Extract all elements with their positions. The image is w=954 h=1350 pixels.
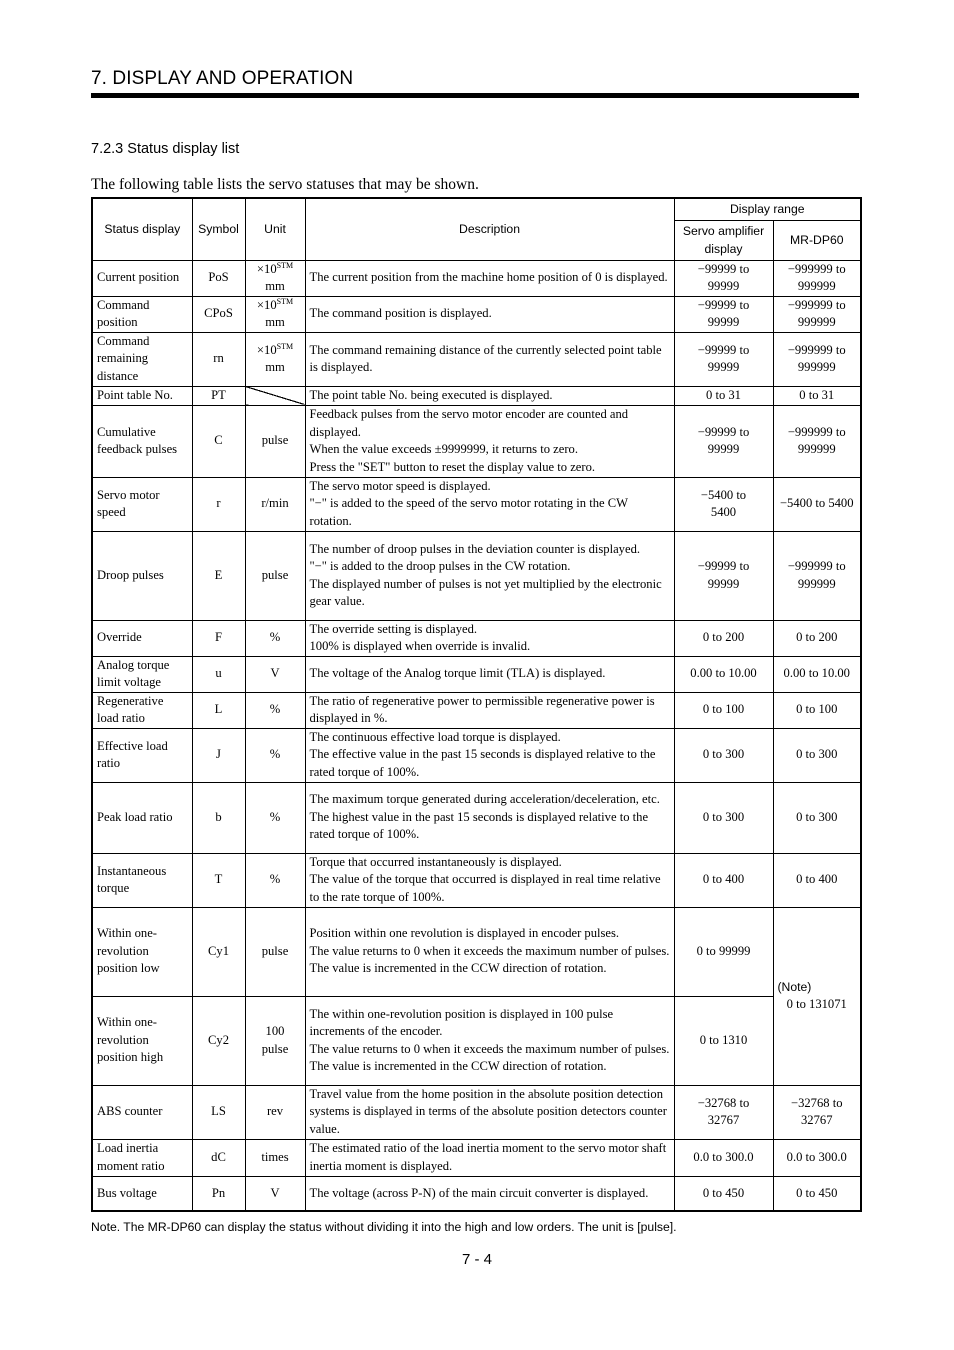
unit: pulse bbox=[261, 943, 289, 958]
status-name-cell bbox=[92, 296, 192, 332]
symbol-cell bbox=[192, 907, 245, 996]
mr-dp60-range: 0 to 300 bbox=[796, 809, 838, 824]
description-cell bbox=[305, 296, 674, 332]
status-name: Load inertia moment ratio bbox=[97, 1141, 165, 1173]
table-row bbox=[92, 996, 861, 1085]
servo-range-cell bbox=[674, 1176, 773, 1211]
status-name: Current position bbox=[97, 270, 180, 285]
servo-range-cell bbox=[674, 405, 773, 477]
unit-cell bbox=[245, 853, 305, 907]
header-symbol: Symbol bbox=[192, 198, 245, 260]
unit: r/min bbox=[261, 496, 289, 511]
unit: pulse bbox=[261, 567, 289, 582]
description-line: The value is incremented in the CCW direction of rotation. bbox=[309, 1059, 607, 1073]
servo-range-cell bbox=[674, 620, 773, 656]
status-name: Analog torque limit voltage bbox=[97, 657, 170, 689]
servo-range-cell bbox=[674, 386, 773, 405]
unit-cell bbox=[245, 907, 305, 996]
header-servo-amplifier-display: Servo amplifier display bbox=[674, 220, 773, 260]
servo-amplifier-range: 0.00 to 10.00 bbox=[690, 666, 757, 681]
status-name-cell bbox=[92, 1085, 192, 1139]
mr-dp60-range: −999999 to 999999 bbox=[787, 559, 846, 591]
status-name: Droop pulses bbox=[97, 567, 164, 582]
servo-amplifier-range: 0.0 to 300.0 bbox=[693, 1149, 754, 1164]
mr-dp60-range: 0 to 131071 bbox=[786, 997, 847, 1011]
symbol-cell bbox=[192, 728, 245, 782]
description-line: "−" is added to the speed of the servo motor rotating in the CW rotation. bbox=[309, 496, 628, 528]
unit-suffix: mm bbox=[265, 279, 285, 293]
servo-amplifier-range: −5400 to 5400 bbox=[700, 487, 747, 519]
symbol-cell bbox=[192, 477, 245, 531]
symbol: F bbox=[214, 630, 222, 645]
table-row bbox=[92, 1176, 861, 1211]
servo-amplifier-range: 0 to 200 bbox=[702, 630, 745, 645]
table-row bbox=[92, 656, 861, 692]
symbol: J bbox=[216, 747, 221, 762]
servo-amplifier-range: 0 to 100 bbox=[702, 702, 745, 717]
description-cell bbox=[305, 1176, 674, 1211]
status-name-cell bbox=[92, 692, 192, 728]
status-name: Servo motor speed bbox=[97, 487, 160, 519]
mr-dp60-range-cell bbox=[773, 260, 861, 296]
unit-cell bbox=[245, 531, 305, 620]
unit-superscript: STM bbox=[276, 260, 294, 270]
mr-dp60-range: −999999 to 999999 bbox=[787, 342, 846, 374]
table-row bbox=[92, 728, 861, 782]
description-line: The within one-revolution position is displayed in 100 pulse increments of the encoder. bbox=[309, 1006, 614, 1038]
mr-dp60-range-cell bbox=[773, 728, 861, 782]
mr-dp60-range-cell bbox=[773, 296, 861, 332]
status-name: Effective load ratio bbox=[97, 738, 168, 770]
page-header-title: 7. DISPLAY AND OPERATION bbox=[91, 68, 354, 89]
unit-superscript: STM bbox=[276, 296, 294, 306]
servo-range-cell bbox=[674, 907, 773, 996]
unit-cell bbox=[245, 1176, 305, 1211]
symbol-cell bbox=[192, 1085, 245, 1139]
status-name-cell bbox=[92, 782, 192, 853]
status-display-table bbox=[91, 197, 862, 1212]
description-line: The value of the torque that occurred is displayed in real time relative to the rate torque of 100%. bbox=[309, 872, 661, 904]
header-rule bbox=[91, 93, 859, 98]
servo-amplifier-range: 0 to 99999 bbox=[696, 943, 751, 958]
mr-dp60-range: 0 to 450 bbox=[796, 1185, 838, 1200]
description-cell bbox=[305, 620, 674, 656]
status-name-cell bbox=[92, 996, 192, 1085]
mr-dp60-range: 0.0 to 300.0 bbox=[786, 1149, 847, 1164]
mr-dp60-range: 0 to 400 bbox=[796, 872, 838, 887]
mr-dp60-range-cell bbox=[773, 405, 861, 477]
mr-dp60-range-cell bbox=[773, 332, 861, 386]
unit-cell bbox=[245, 782, 305, 853]
description: The command remaining distance of the currently selected point table is displayed. bbox=[309, 342, 662, 374]
table-row bbox=[92, 405, 861, 477]
unit-suffix: mm bbox=[265, 360, 285, 374]
mr-dp60-range: 0 to 200 bbox=[796, 630, 838, 645]
symbol-cell bbox=[192, 656, 245, 692]
table-row bbox=[92, 477, 861, 531]
status-name-cell bbox=[92, 1139, 192, 1176]
description: The point table No. being executed is displayed. bbox=[309, 387, 553, 402]
table-row bbox=[92, 531, 861, 620]
servo-range-cell bbox=[674, 296, 773, 332]
mr-dp60-range-cell bbox=[773, 386, 861, 405]
description-line: The value is incremented in the CCW direction of rotation. bbox=[309, 961, 607, 976]
symbol-cell bbox=[192, 692, 245, 728]
symbol-cell bbox=[192, 260, 245, 296]
status-name-cell bbox=[92, 656, 192, 692]
unit-prefix: ×10 bbox=[256, 342, 277, 357]
table-row bbox=[92, 296, 861, 332]
mr-dp60-range-cell bbox=[773, 656, 861, 692]
status-name-cell bbox=[92, 477, 192, 531]
mr-dp60-range: 0.00 to 10.00 bbox=[783, 666, 850, 681]
mr-dp60-range-cell bbox=[773, 620, 861, 656]
servo-range-cell bbox=[674, 996, 773, 1085]
unit-cell bbox=[245, 1139, 305, 1176]
description: The current position from the machine home position of 0 is displayed. bbox=[309, 270, 668, 285]
status-name-cell bbox=[92, 1176, 192, 1211]
symbol: Pn bbox=[211, 1185, 226, 1200]
table-row bbox=[92, 332, 861, 386]
description: The estimated ratio of the load inertia moment to the servo motor shaft inertia moment is displayed. bbox=[309, 1141, 667, 1173]
mr-dp60-range-cell bbox=[773, 531, 861, 620]
servo-amplifier-range: 0 to 1310 bbox=[699, 1032, 748, 1047]
symbol-cell bbox=[192, 531, 245, 620]
unit: times bbox=[261, 1149, 289, 1164]
unit-prefix: ×10 bbox=[256, 261, 277, 276]
symbol-cell bbox=[192, 996, 245, 1085]
symbol: T bbox=[214, 872, 223, 887]
status-name: ABS counter bbox=[97, 1104, 163, 1119]
section-title: 7.2.3 Status display list bbox=[91, 141, 240, 157]
description-cell bbox=[305, 332, 674, 386]
symbol-cell bbox=[192, 1139, 245, 1176]
mr-dp60-range: 0 to 31 bbox=[799, 387, 835, 402]
mr-dp60-range: 0 to 300 bbox=[796, 747, 838, 762]
servo-range-cell bbox=[674, 332, 773, 386]
status-name-cell bbox=[92, 531, 192, 620]
note-label: (Note) bbox=[777, 979, 812, 994]
mr-dp60-range-cell bbox=[773, 477, 861, 531]
header-mr-dp60: MR-DP60 bbox=[773, 220, 861, 260]
status-name: Instantaneous torque bbox=[97, 863, 167, 895]
description-line: The highest value in the past 15 seconds is displayed relative to the rated torque of 100%. bbox=[309, 809, 649, 842]
symbol: PT bbox=[211, 387, 226, 402]
unit: 100 pulse bbox=[261, 1024, 289, 1056]
servo-amplifier-range: −99999 to 99999 bbox=[697, 297, 750, 329]
unit-cell bbox=[245, 620, 305, 656]
status-name-cell bbox=[92, 260, 192, 296]
status-name: Within one-revolution position high bbox=[97, 1015, 164, 1065]
description-line: The value returns to 0 when it exceeds the maximum number of pulses. bbox=[309, 943, 670, 958]
description: Travel value from the home position in the absolute position detection systems is displayed in terms of the absolute position detectors counter value. bbox=[309, 1086, 667, 1136]
unit: % bbox=[269, 747, 281, 762]
servo-amplifier-range: 0 to 300 bbox=[702, 747, 745, 762]
servo-amplifier-range: −99999 to 99999 bbox=[697, 559, 750, 591]
description-cell bbox=[305, 477, 674, 531]
symbol-cell bbox=[192, 620, 245, 656]
description-line: The continuous effective load torque is displayed. bbox=[309, 729, 561, 744]
status-name: Command remaining distance bbox=[97, 333, 150, 383]
description-cell bbox=[305, 853, 674, 907]
symbol: PoS bbox=[208, 270, 229, 285]
unit-cell bbox=[245, 728, 305, 782]
description-cell bbox=[305, 405, 674, 477]
description-line: The effective value in the past 15 seconds is displayed relative to the rated torque of 100%. bbox=[309, 747, 656, 779]
description-cell bbox=[305, 907, 674, 996]
symbol: C bbox=[214, 433, 223, 448]
description-line: "−" is added to the droop pulses in the CW rotation. bbox=[309, 559, 571, 573]
status-name-cell bbox=[92, 405, 192, 477]
servo-range-cell bbox=[674, 853, 773, 907]
description-line: The override setting is displayed. bbox=[309, 621, 478, 636]
description-cell bbox=[305, 692, 674, 728]
table-row bbox=[92, 1139, 861, 1176]
table-row bbox=[92, 782, 861, 853]
symbol-cell bbox=[192, 332, 245, 386]
symbol-cell bbox=[192, 1176, 245, 1211]
servo-range-cell bbox=[674, 260, 773, 296]
mr-dp60-range-cell bbox=[773, 1085, 861, 1139]
symbol-cell bbox=[192, 296, 245, 332]
servo-range-cell bbox=[674, 477, 773, 531]
mr-dp60-range-cell bbox=[773, 1139, 861, 1176]
unit-suffix: mm bbox=[265, 315, 285, 329]
symbol: r bbox=[216, 496, 221, 511]
mr-dp60-range-cell bbox=[773, 853, 861, 907]
symbol-cell bbox=[192, 782, 245, 853]
status-name-cell bbox=[92, 620, 192, 656]
mr-dp60-range-cell bbox=[773, 1176, 861, 1211]
servo-amplifier-range: −32768 to 32767 bbox=[697, 1095, 750, 1127]
unit: V bbox=[270, 666, 280, 681]
servo-amplifier-range: 0 to 300 bbox=[702, 809, 745, 824]
symbol: CPoS bbox=[204, 306, 233, 321]
description: The voltage of the Analog torque limit (TLA) is displayed. bbox=[309, 666, 606, 681]
description-line: 100% is displayed when override is invalid. bbox=[309, 639, 531, 653]
description-line: The displayed number of pulses is not yet multiplied by the electronic gear value. bbox=[309, 576, 662, 608]
header-description: Description bbox=[305, 198, 674, 260]
unit: pulse bbox=[261, 433, 289, 448]
servo-amplifier-range: 0 to 400 bbox=[702, 872, 745, 887]
status-name: Command position bbox=[97, 297, 150, 329]
table-row bbox=[92, 1085, 861, 1139]
servo-range-cell bbox=[674, 531, 773, 620]
status-name: Bus voltage bbox=[97, 1185, 157, 1200]
description-cell bbox=[305, 728, 674, 782]
description: The ratio of regenerative power to permissible regenerative power is displayed in %. bbox=[309, 693, 655, 725]
symbol: LS bbox=[211, 1104, 226, 1119]
mr-dp60-range: −999999 to 999999 bbox=[787, 261, 846, 293]
table-row bbox=[92, 260, 861, 296]
status-name: Regenerative load ratio bbox=[97, 693, 164, 725]
status-name: Point table No. bbox=[97, 387, 173, 402]
unit: % bbox=[269, 630, 281, 645]
description-line: The maximum torque generated during acceleration/deceleration, etc. bbox=[309, 792, 660, 807]
description-cell bbox=[305, 531, 674, 620]
description: The voltage (across P-N) of the main circuit converter is displayed. bbox=[309, 1185, 649, 1200]
servo-amplifier-range: 0 to 450 bbox=[702, 1185, 745, 1200]
unit-cell bbox=[245, 692, 305, 728]
description-cell bbox=[305, 996, 674, 1085]
status-name: Within one-revolution position low bbox=[97, 926, 160, 976]
description-line: The value returns to 0 when it exceeds the maximum number of pulses. bbox=[309, 1041, 670, 1056]
symbol-cell bbox=[192, 853, 245, 907]
symbol: u bbox=[215, 666, 222, 681]
unit-cell bbox=[245, 296, 305, 332]
unit-prefix: ×10 bbox=[256, 297, 277, 312]
description-line: Torque that occurred instantaneously is displayed. bbox=[309, 854, 562, 869]
mr-dp60-range-cell bbox=[773, 692, 861, 728]
table-row bbox=[92, 692, 861, 728]
intro-text: The following table lists the servo statuses that may be shown. bbox=[91, 176, 479, 193]
unit: rev bbox=[266, 1104, 284, 1119]
status-name: Peak load ratio bbox=[97, 809, 173, 824]
header-unit: Unit bbox=[245, 198, 305, 260]
mr-dp60-range-cell bbox=[773, 782, 861, 853]
header-display-range: Display range bbox=[674, 198, 861, 220]
description-cell bbox=[305, 386, 674, 405]
symbol: E bbox=[214, 567, 223, 582]
servo-amplifier-range: 0 to 31 bbox=[706, 387, 741, 402]
unit: % bbox=[269, 702, 281, 717]
status-name-cell bbox=[92, 332, 192, 386]
symbol: Cy1 bbox=[208, 943, 229, 958]
unit-cell-empty bbox=[245, 386, 305, 405]
description-cell bbox=[305, 656, 674, 692]
symbol-cell bbox=[192, 405, 245, 477]
description-line: Position within one revolution is displayed in encoder pulses. bbox=[309, 926, 620, 941]
description-line: Press the "SET" button to reset the display value to zero. bbox=[309, 459, 596, 474]
mr-dp60-range: −999999 to 999999 bbox=[787, 297, 846, 329]
header-status-display: Status display bbox=[92, 198, 192, 260]
unit-cell bbox=[245, 260, 305, 296]
unit-cell bbox=[245, 405, 305, 477]
mr-dp60-range: −5400 to 5400 bbox=[779, 496, 854, 511]
symbol: b bbox=[215, 809, 222, 824]
servo-amplifier-range: −99999 to 99999 bbox=[697, 261, 750, 293]
mr-dp60-range: −32768 to 32767 bbox=[790, 1095, 843, 1127]
servo-range-cell bbox=[674, 656, 773, 692]
description-cell bbox=[305, 782, 674, 853]
symbol: L bbox=[214, 702, 223, 717]
servo-range-cell bbox=[674, 1085, 773, 1139]
unit: % bbox=[269, 809, 281, 824]
unit: % bbox=[269, 872, 281, 887]
unit-cell bbox=[245, 1085, 305, 1139]
status-name-cell bbox=[92, 853, 192, 907]
footnote: Note. The MR-DP60 can display the status without dividing it into the high and low orders. The unit is [pulse]. bbox=[91, 1220, 677, 1234]
servo-range-cell bbox=[674, 692, 773, 728]
servo-amplifier-range: −99999 to 99999 bbox=[697, 342, 750, 374]
description-cell bbox=[305, 1085, 674, 1139]
description-line: When the value exceeds ±9999999, it returns to zero. bbox=[309, 442, 578, 456]
mr-dp60-range: 0 to 100 bbox=[796, 702, 838, 717]
table-row bbox=[92, 853, 861, 907]
unit-superscript: STM bbox=[276, 341, 294, 351]
status-name-cell bbox=[92, 386, 192, 405]
symbol: rn bbox=[213, 351, 224, 366]
description: The command position is displayed. bbox=[309, 306, 492, 321]
status-name-cell bbox=[92, 728, 192, 782]
status-name: Cumulative feedback pulses bbox=[97, 424, 178, 456]
description-line: The servo motor speed is displayed. bbox=[309, 478, 491, 493]
table-row bbox=[92, 907, 861, 996]
symbol: dC bbox=[211, 1149, 226, 1164]
symbol-cell bbox=[192, 386, 245, 405]
mr-dp60-range: −999999 to 999999 bbox=[787, 424, 846, 456]
unit-cell bbox=[245, 477, 305, 531]
table-row bbox=[92, 620, 861, 656]
unit-cell bbox=[245, 656, 305, 692]
status-name: Override bbox=[97, 630, 142, 645]
symbol: Cy2 bbox=[208, 1032, 229, 1047]
status-name-cell bbox=[92, 907, 192, 996]
mr-dp60-merged-range-cell bbox=[773, 907, 861, 1085]
servo-amplifier-range: −99999 to 99999 bbox=[697, 424, 750, 456]
servo-range-cell bbox=[674, 1139, 773, 1176]
page-number: 7 - 4 bbox=[461, 1251, 492, 1268]
servo-range-cell bbox=[674, 782, 773, 853]
unit-cell bbox=[245, 332, 305, 386]
description-line: The number of droop pulses in the deviation counter is displayed. bbox=[309, 541, 641, 556]
servo-range-cell bbox=[674, 728, 773, 782]
description-cell bbox=[305, 1139, 674, 1176]
description-line: Feedback pulses from the servo motor encoder are counted and displayed. bbox=[309, 407, 629, 439]
table-row bbox=[92, 386, 861, 405]
unit-cell bbox=[245, 996, 305, 1085]
unit: V bbox=[270, 1185, 280, 1200]
description-cell bbox=[305, 260, 674, 296]
